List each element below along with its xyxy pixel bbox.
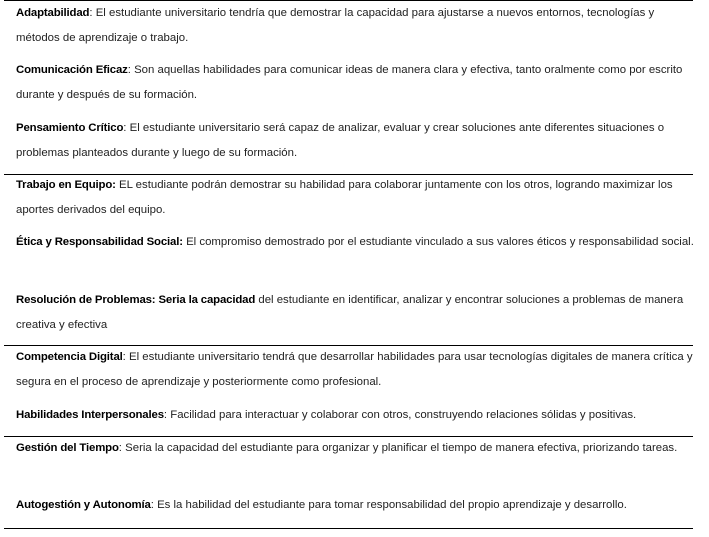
item-separator: : — [163, 409, 171, 421]
item-autogestion-autonomia — [16, 493, 696, 518]
item-text: El estudiante universitario será capaz de analizar, evaluar y crear soluciones ante diferentes situaciones o problemas planteados durante y luego de su formación. — [16, 122, 665, 159]
item-text: El estudiante universitario tendrá que desarrollar habilidades para usar tecnologías digitales de manera crítica y segura en el proceso de aprendizaje y posteriormente como profesional. — [16, 351, 693, 388]
item-separator: : — [127, 64, 135, 76]
item-text: EL estudiante podrán demostrar su habilidad para colaborar juntamente con los otros, logrando maximizar los aportes derivados del equipo. — [16, 179, 673, 216]
item-separator: : — [118, 442, 126, 454]
item-text: Facilidad para interactuar y colaborar con otros, construyendo relaciones sólidas y positivas. — [170, 409, 637, 421]
item-text: Es la habilidad del estudiante para tomar responsabilidad del propio aprendizaje y desarrollo. — [157, 499, 627, 511]
item-etica-responsabilidad-social — [16, 230, 696, 255]
item-separator: : — [122, 351, 129, 363]
item-term: Pensamiento Crítico — [16, 122, 124, 134]
item-term: Comunicación Eficaz — [16, 64, 128, 76]
item-term: Trabajo en Equipo: — [16, 179, 116, 191]
item-text: Son aquellas habilidades para comunicar ideas de manera clara y efectiva, tanto oralmente como por escrito durante y después de su formación. — [16, 64, 683, 101]
item-term: Gestión del Tiempo — [16, 442, 119, 454]
item-text: del estudiante en identificar, analizar y encontrar soluciones a problemas de manera creativa y efectiva — [16, 294, 684, 331]
divider-bottom — [4, 528, 693, 529]
item-text: Seria la capacidad del estudiante para organizar y planificar el tiempo de manera efectiva, priorizando tareas. — [125, 442, 678, 454]
item-comunicacion-eficaz — [16, 58, 696, 107]
item-trabajo-en-equipo — [16, 173, 696, 222]
item-adaptabilidad — [16, 1, 696, 50]
item-term: Resolución de Problemas: Seria la capacidad — [16, 294, 256, 306]
item-term: Adaptabilidad — [16, 7, 90, 19]
item-term: Competencia Digital — [16, 351, 123, 363]
item-habilidades-interpersonales — [16, 403, 696, 428]
item-competencia-digital — [16, 345, 696, 394]
item-term: Ética y Responsabilidad Social: — [16, 236, 183, 248]
item-term: Habilidades Interpersonales — [16, 409, 164, 421]
item-separator: : — [123, 122, 130, 134]
item-text: El compromiso demostrado por el estudiante vinculado a sus valores éticos y responsabilidad social. — [186, 236, 694, 248]
item-separator: : — [150, 499, 158, 511]
item-separator: : — [89, 7, 96, 19]
item-gestion-del-tiempo — [16, 436, 696, 461]
item-text: El estudiante universitario tendría que demostrar la capacidad para ajustarse a nuevos entornos, tecnologías y métodos de aprendizaje o trabajo. — [16, 7, 655, 44]
item-resolucion-de-problemas — [16, 288, 696, 337]
item-term: Autogestión y Autonomía — [16, 499, 151, 511]
item-pensamiento-critico — [16, 116, 696, 165]
